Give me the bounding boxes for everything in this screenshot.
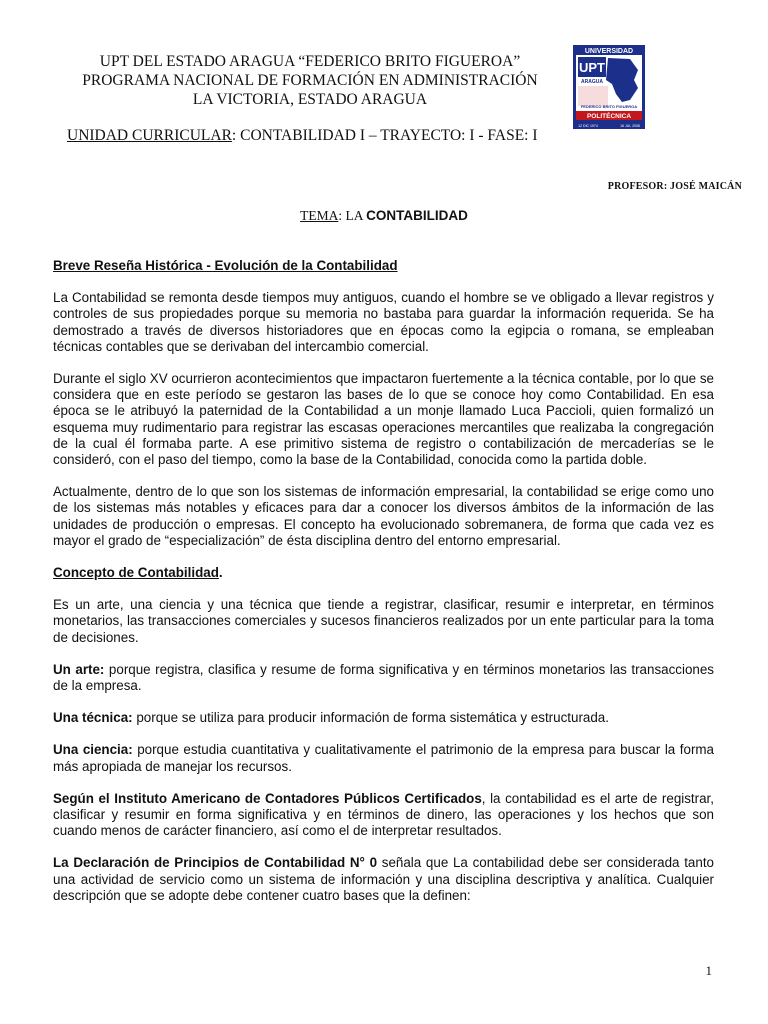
- university-logo: [572, 44, 646, 130]
- ciencia-label: Una ciencia:: [53, 742, 133, 758]
- tema-label: TEMA: [300, 208, 339, 223]
- header-program: PROGRAMA NACIONAL DE FORMACIÓN EN ADMINISTRACIÓN: [82, 72, 538, 89]
- header-institution: UPT DEL ESTADO ARAGUA “FEDERICO BRITO FIGUEROA”: [99, 53, 521, 70]
- ciencia-paragraph: Una ciencia: porque estudia cuantitativa y cualitativamente el patrimonio de la empresa para buscar la forma más apropiada de manejar los recursos.: [53, 742, 714, 774]
- logo-date-left: 12 DIC 1974: [578, 124, 598, 128]
- profesor-label: PROFESOR: [607, 181, 664, 192]
- tecnica-paragraph: Una técnica: porque se utiliza para producir información de forma sistemática y estructurada.: [53, 710, 609, 726]
- arte-label: Un arte:: [53, 661, 105, 677]
- tema-title: CONTABILIDAD: [366, 208, 468, 223]
- unidad-curricular: [67, 127, 538, 145]
- logo-top-text: UNIVERSIDAD: [584, 48, 634, 55]
- declaracion-paragraph: La Declaración de Principios de Contabilidad N° 0 señala que La contabilidad debe ser considerada tanto una actividad de servicio como un sistema de información y una disciplina descriptiva y analítica. Cualquier descripción que se adopte debe contener cuatro bases que la definen:: [53, 855, 714, 903]
- logo-bottom-text: POLITÉCNICA: [586, 113, 632, 120]
- tema-colon: : LA: [338, 208, 367, 223]
- unidad-label: UNIDAD CURRICULAR: [67, 127, 232, 144]
- tema-heading: [0, 208, 768, 224]
- logo-name: FEDERICO BRITO FIGUEROA: [580, 104, 638, 109]
- logo-state: ARAGUA: [581, 79, 603, 85]
- concepto-paragraph: Es un arte, una ciencia y una técnica que tiende a registrar, clasificar, resumir e interpretar, en términos monetarios, las transacciones comerciales y sucesos financieros realizados por un ente particular para la toma de decisiones.: [53, 597, 714, 645]
- upt-seal-icon: [572, 44, 646, 130]
- profesor-line: [608, 181, 742, 192]
- declaracion-label: La Declaración de Principios de Contabilidad N° 0: [53, 855, 378, 871]
- concepto-heading: Concepto de Contabilidad.: [53, 565, 223, 581]
- historia-paragraph-3: Actualmente, dentro de lo que son los sistemas de información empresarial, la contabilidad se erige como uno de los sistemas más notables y eficaces para dar a conocer los diversos ámbitos de la información de las unidades de producción o empresas. El concepto ha evolucionado sobremanera, de forma que cada vez es mayor el grado de “especialización” de ésta disciplina dentro del entorno empresarial.: [53, 484, 714, 548]
- unidad-detail: : CONTABILIDAD I – TRAYECTO: I - FASE: I: [231, 127, 538, 144]
- historia-heading: Breve Reseña Histórica - Evolución de la Contabilidad: [53, 258, 398, 273]
- arte-paragraph: Un arte: porque registra, clasifica y resume de forma significativa y en términos monetarios las transacciones de la empresa.: [53, 661, 714, 694]
- logo-acronym: UPT: [579, 60, 605, 75]
- header-location: LA VICTORIA, ESTADO ARAGUA: [192, 91, 428, 108]
- instituto-paragraph: Según el Instituto Americano de Contadores Públicos Certificados, la contabilidad es el arte de registrar, clasificar y resumir en forma significativa y en términos de dinero, las operaciones y los hechos que son cuando menos de carácter financiero, así como el de interpretar resultados.: [53, 790, 714, 839]
- historia-paragraph-2: Durante el siglo XV ocurrieron acontecimientos que impactaron fuertemente a la técnica contable, por lo que se considera que en este período se gestaron las bases de lo que se conoce hoy como Contabilidad. En esa época se le atribuyó la paternidad de la Contabilidad a un monje llamado Luca Paccioli, quien formalizó un esquema muy rudimentario para registrar las escasas operaciones mercantiles que realizaba la congregación de la cual él formaba parte. A ese primitivo sistema de registro o contabilización de mercaderías se le consideró, con el paso del tiempo, como la base de la Contabilidad, conocida como la partida doble.: [53, 371, 714, 468]
- document-body: [53, 258, 714, 920]
- logo-date-right: 16 JUL 2008: [620, 124, 640, 128]
- profesor-name: : JOSÉ MAICÁN: [663, 181, 742, 192]
- document-header: [0, 52, 620, 109]
- tecnica-label: Una técnica:: [53, 710, 133, 726]
- historia-paragraph-1: La Contabilidad se remonta desde tiempos muy antiguos, cuando el hombre se ve obligado a llevar registros y controles de sus propiedades porque su memoria no bastaba para guardar la información requerida. Se ha demostrado a través de diversos historiadores que en épocas como la egipcia o romana, se empleaban técnicas contables que se derivaban del intercambio comercial.: [53, 290, 714, 354]
- page-number: 1: [705, 963, 712, 978]
- instituto-label: Según el Instituto Americano de Contadores Públicos Certificados: [53, 790, 482, 806]
